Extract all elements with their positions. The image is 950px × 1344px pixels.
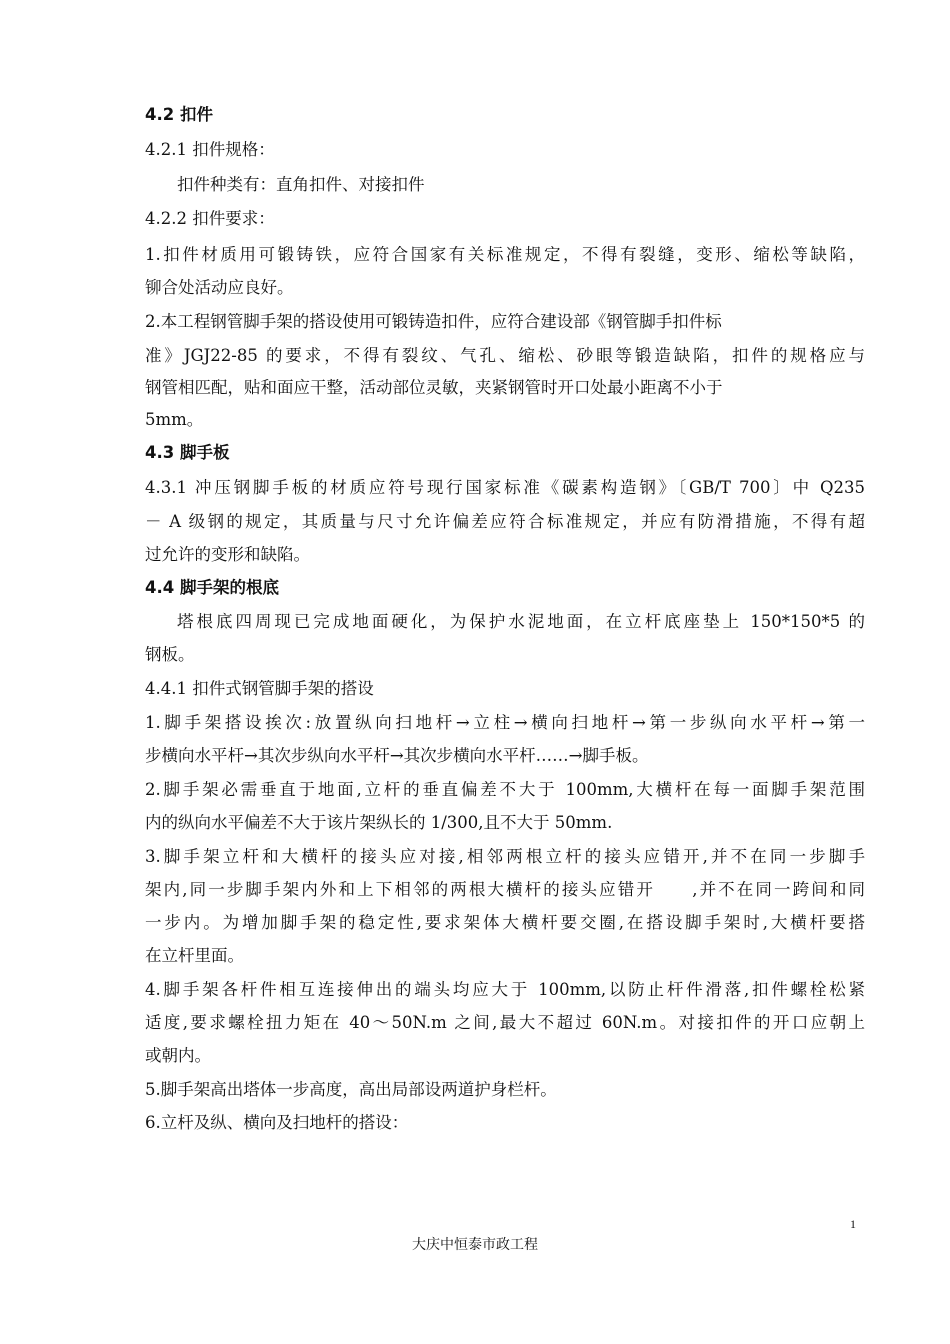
list-item-line: 架内,同一步脚手架内外和上下相邻的两根大横杆的接头应错开 ,并不在同一跨间和同: [145, 880, 865, 899]
list-item-line: 或朝内。: [145, 1046, 211, 1065]
paragraph-fastener-types: 扣件种类有：直角扣件、对接扣件: [177, 175, 425, 194]
list-item-line: 适度,要求螺栓扭力矩在 40～50N.m 之间,最大不超过 60N.m。对接扣件的开口应朝上: [145, 1013, 865, 1032]
list-item-line: 一步内。为增加脚手架的稳定性,要求架体大横杆要交圈,在搭设脚手架时,大横杆要搭: [145, 913, 865, 932]
paragraph-line: 准》JGJ22-85 的要求，不得有裂纹、气孔、缩松、砂眼等锻造缺陷，扣件的规格应与: [145, 346, 865, 365]
paragraph-line: － A 级钢的规定，其质量与尺寸允许偏差应符合标准规定，并应有防滑措施，不得有超: [145, 512, 865, 531]
paragraph-line: 钢板。: [145, 645, 195, 664]
paragraph-line: 5mm。: [145, 410, 204, 429]
section-heading-4-2: 4.2 扣件: [145, 105, 213, 124]
list-item-line: 3.脚手架立杆和大横杆的接头应对接,相邻两根立杆的接头应错开,并不在同一步脚手: [145, 847, 865, 866]
paragraph-line: 2.本工程钢管脚手架的搭设使用可锻铸造扣件，应符合建设部《钢管脚手扣件标: [145, 312, 722, 331]
section-heading-4-4: 4.4 脚手架的根底: [145, 578, 279, 597]
list-item-line: 5.脚手架高出塔体一步高度，高出局部设两道护身栏杆。: [145, 1080, 557, 1099]
paragraph-line: 1.扣件材质用可锻铸铁，应符合国家有关标准规定，不得有裂缝，变形、缩松等缺陷，: [145, 245, 865, 264]
paragraph-line: 4.3.1 冲压钢脚手板的材质应符号现行国家标准《碳素构造钢》〔GB/T 700〕中 Q235: [145, 478, 865, 497]
subsection-title-4-2-2: 4.2.2 扣件要求：: [145, 209, 275, 228]
list-item-line: 2.脚手架必需垂直于地面,立杆的垂直偏差不大于 100mm,大横杆在每一面脚手架范围: [145, 780, 865, 799]
section-heading-4-3: 4.3 脚手板: [145, 443, 230, 462]
paragraph-line: 铆合处活动应良好。: [145, 278, 294, 297]
list-item-line: 4.脚手架各杆件相互连接伸出的端头均应大于 100mm,以防止杆件滑落,扣件螺栓松紧: [145, 980, 865, 999]
footer-company-name: 大庆中恒泰市政工程: [412, 1237, 538, 1253]
list-item-line: 6.立杆及纵、横向及扫地杆的搭设：: [145, 1113, 409, 1132]
paragraph-line: 过允许的变形和缺陷。: [145, 545, 310, 564]
list-item-line: 在立杆里面。: [145, 946, 244, 965]
list-item-line: 步横向水平杆→其次步纵向水平杆→其次步横向水平杆……→脚手板。: [145, 746, 649, 765]
subsection-title-4-2-1: 4.2.1 扣件规格：: [145, 140, 275, 159]
subsection-title-4-4-1: 4.4.1 扣件式钢管脚手架的搭设: [145, 679, 374, 698]
list-item-line: 内的纵向水平偏差不大于该片架纵长的 1/300,且不大于 50mm.: [145, 813, 613, 832]
paragraph-line: 钢管相匹配，贴和面应干整，活动部位灵敏，夹紧钢管时开口处最小距离不小于: [145, 378, 723, 397]
list-item-line: 1.脚手架搭设挨次:放置纵向扫地杆→立柱→横向扫地杆→第一步纵向水平杆→第一: [145, 713, 865, 732]
paragraph-line: 塔根底四周现已完成地面硬化，为保护水泥地面，在立杆底座垫上 150*150*5 的: [177, 612, 865, 631]
page-number: 1: [850, 1217, 856, 1231]
